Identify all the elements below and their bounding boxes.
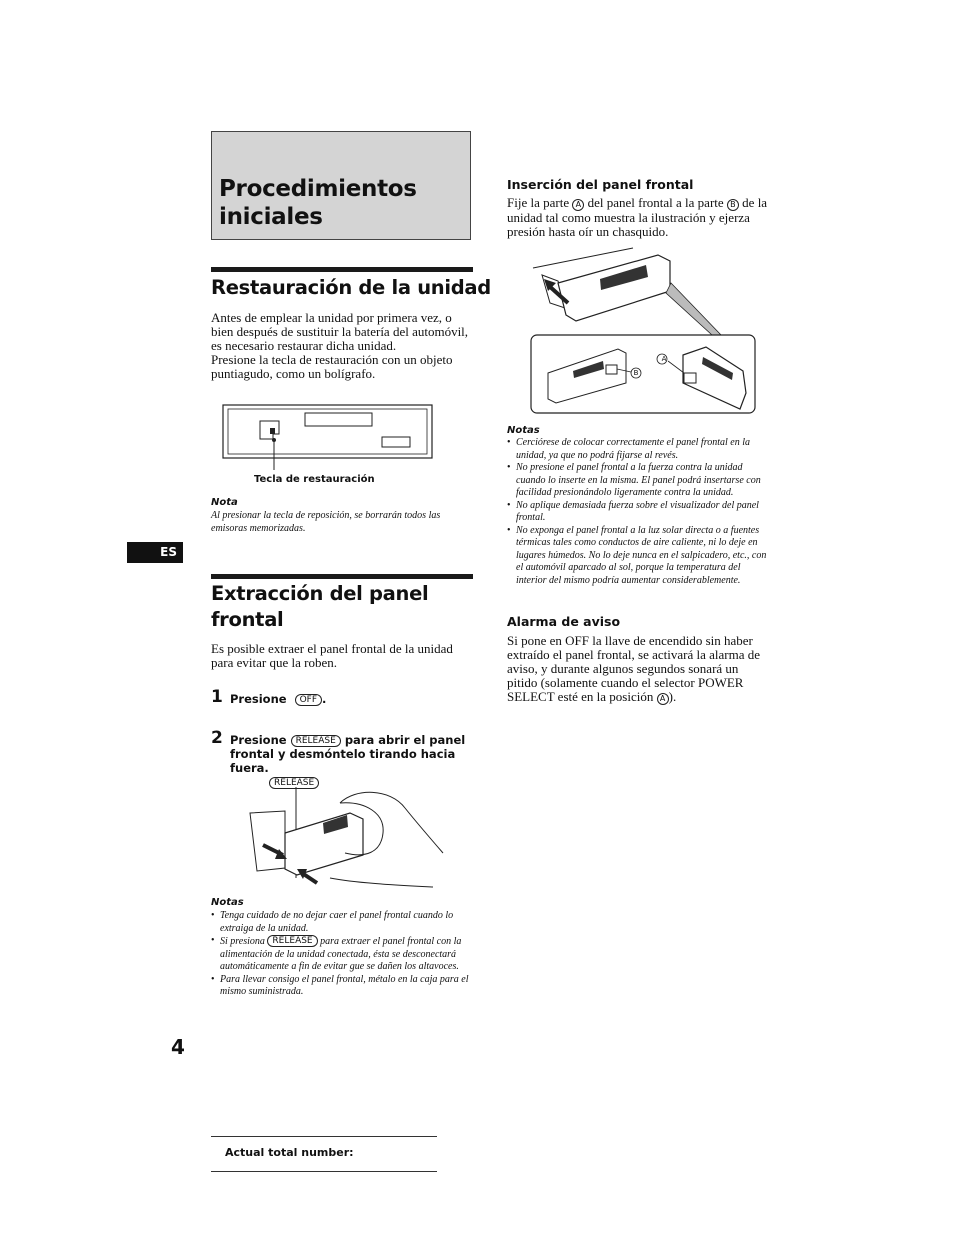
reset-body-para2: Presione la tecla de restauración con un objeto puntiagudo, como un bolígrafo.	[211, 352, 453, 381]
attach-body-pre: Fije la parte	[507, 195, 570, 210]
reset-body	[211, 311, 473, 381]
list-item: • No exponga el panel frontal a la luz solar directa o a fuentes térmicas tales como conductos de aire caliente, ni lo deje en lugares húmedos. No lo deje nunca en el salpicadero, etc., con el automóvil aparcado al sol, porque la temperatura del interior del mismo podría aumentar considerablemente.	[507, 525, 769, 588]
attach-body-post: de la unidad tal como muestra la ilustración y ejerza presión hasta oír un chasquido.	[507, 195, 768, 239]
step-1-pre: Presione	[230, 692, 287, 706]
alarm-heading: Alarma de aviso	[507, 614, 621, 629]
step-2-post: para abrir el panel frontal y desmóntelo tirando hacia fuera.	[230, 733, 466, 775]
attach-body	[507, 196, 769, 239]
step-1-number: 1	[211, 687, 223, 707]
figure-mark-b: B	[633, 369, 639, 377]
list-item	[211, 935, 473, 974]
detach-notes-list	[211, 910, 473, 999]
reset-heading: Restauración de la unidad	[211, 276, 491, 299]
page-title-line2: iniciales	[219, 204, 323, 230]
figure-mark-a: A	[661, 355, 667, 363]
reset-note-title: Nota	[211, 497, 238, 508]
mark-a: A	[572, 199, 584, 211]
off-key: OFF	[295, 694, 322, 706]
alarm-body	[507, 634, 769, 705]
step-1-text	[230, 692, 326, 706]
alarm-body-pre: Si pone en OFF la llave de encendido sin haber extraído el panel frontal, se activará la alarma de aviso, y durante algunos segundos sonará un pitido (solamente cuando el selector POWER SELECT esté en la posición	[507, 633, 761, 704]
attach-notes-title: Notas	[507, 425, 540, 436]
step-1-post: .	[322, 692, 327, 706]
alarm-mark-a: A	[657, 693, 669, 705]
language-tab: ES	[127, 542, 183, 563]
note-release-key: RELEASE	[267, 935, 317, 947]
footer-rule-top	[211, 1136, 437, 1137]
release-key: RELEASE	[291, 735, 341, 747]
figure-release-key: RELEASE	[269, 777, 319, 789]
detach-notes-title: Notas	[211, 897, 244, 908]
list-item: • Para llevar consigo el panel frontal, métalo en la caja para el mismo suministrada.	[211, 974, 473, 999]
attach-notes-list	[507, 437, 769, 587]
reset-note: Al presionar la tecla de reposición, se borrarán todos las emisoras memorizadas.	[211, 510, 441, 534]
reset-key-label: Tecla de restauración	[254, 474, 375, 485]
reset-body-para1: Antes de emplear la unidad por primera vez, o bien después de sustituir la batería del automóvil, es necesario restaurar dicha unidad.	[211, 310, 469, 353]
list-item: • No presione el panel frontal a la fuerza contra la unidad cuando lo inserte en la misma. El panel podrá insertarse con facilidad presionándolo ligeramente contra la unidad.	[507, 462, 769, 500]
detach-heading-line1: Extracción del panel	[211, 582, 429, 605]
list-item: • No aplique demasiada fuerza sobre el visualizador del panel frontal.	[507, 500, 769, 525]
note2-post: para extraer el panel frontal con la alimentación de la unidad conectada, ésta se desconectará automáticamente a fin de evitar gue se dañen los altavoces.	[220, 936, 462, 972]
attach-panel-figure	[528, 243, 760, 418]
reset-unit-figure	[222, 404, 434, 474]
attach-heading: Inserción del panel frontal	[507, 177, 694, 192]
mark-b: B	[727, 199, 739, 211]
list-item: • Cerciórese de colocar correctamente el panel frontal en la unidad, ya que no podrá fijarse al revés.	[507, 437, 769, 462]
attach-body-mid: del panel frontal a la parte	[587, 195, 724, 210]
step-2-text	[230, 733, 475, 775]
detach-body: Es posible extraer el panel frontal de la unidad para evitar que la roben.	[211, 641, 453, 670]
note2-pre: Si presiona	[220, 936, 265, 947]
page-number: 4	[171, 1035, 185, 1059]
page-title	[219, 175, 417, 231]
page-title-line1: Procedimientos	[219, 176, 417, 202]
footer-label: Actual total number:	[225, 1146, 354, 1159]
section-rule	[211, 574, 473, 579]
detach-heading	[211, 581, 428, 633]
step-2-number: 2	[211, 728, 223, 748]
alarm-body-post: ).	[668, 689, 677, 704]
detach-heading-line2: frontal	[211, 608, 284, 631]
footer-rule-bottom	[211, 1171, 437, 1172]
step-2-pre: Presione	[230, 733, 287, 747]
list-item: • Tenga cuidado de no dejar caer el panel frontal cuando lo extraiga de la unidad.	[211, 910, 473, 935]
detach-panel-figure	[245, 783, 450, 893]
section-rule	[211, 267, 473, 272]
